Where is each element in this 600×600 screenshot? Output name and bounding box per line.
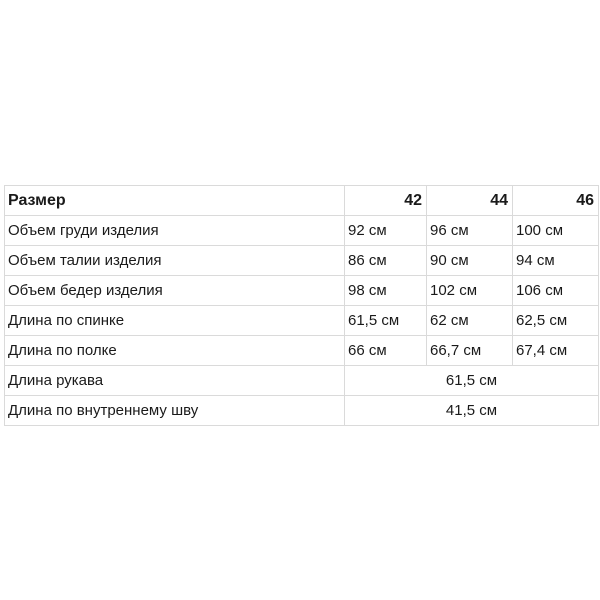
- table-row: [5, 276, 599, 306]
- row-label-cell: Объем бедер изделия: [5, 276, 345, 306]
- table-row: [5, 216, 599, 246]
- merged-value-cell: 61,5 см: [345, 366, 599, 396]
- value-cell: 66 см: [345, 336, 427, 366]
- value-cell: 92 см: [345, 216, 427, 246]
- table-row-merged: [5, 366, 599, 396]
- value-cell: 86 см: [345, 246, 427, 276]
- value-cell: 62,5 см: [513, 306, 599, 336]
- table-header-row: [5, 186, 599, 216]
- value-cell: 67,4 см: [513, 336, 599, 366]
- size-header-cell: 46: [513, 186, 599, 216]
- value-cell: 66,7 см: [427, 336, 513, 366]
- row-label-cell: Длина по спинке: [5, 306, 345, 336]
- table-row: [5, 246, 599, 276]
- size-chart-table: [4, 185, 599, 426]
- size-header-cell: 42: [345, 186, 427, 216]
- value-cell: 62 см: [427, 306, 513, 336]
- row-label-cell: Объем груди изделия: [5, 216, 345, 246]
- header-label-cell: Размер: [5, 186, 345, 216]
- size-header-cell: 44: [427, 186, 513, 216]
- merged-value-cell: 41,5 см: [345, 396, 599, 426]
- table-row: [5, 336, 599, 366]
- table-row-merged: [5, 396, 599, 426]
- value-cell: 90 см: [427, 246, 513, 276]
- table-row: [5, 306, 599, 336]
- value-cell: 100 см: [513, 216, 599, 246]
- row-label-cell: Длина по полке: [5, 336, 345, 366]
- value-cell: 106 см: [513, 276, 599, 306]
- value-cell: 94 см: [513, 246, 599, 276]
- value-cell: 98 см: [345, 276, 427, 306]
- row-label-cell: Длина рукава: [5, 366, 345, 396]
- row-label-cell: Длина по внутреннему шву: [5, 396, 345, 426]
- value-cell: 61,5 см: [345, 306, 427, 336]
- value-cell: 102 см: [427, 276, 513, 306]
- row-label-cell: Объем талии изделия: [5, 246, 345, 276]
- value-cell: 96 см: [427, 216, 513, 246]
